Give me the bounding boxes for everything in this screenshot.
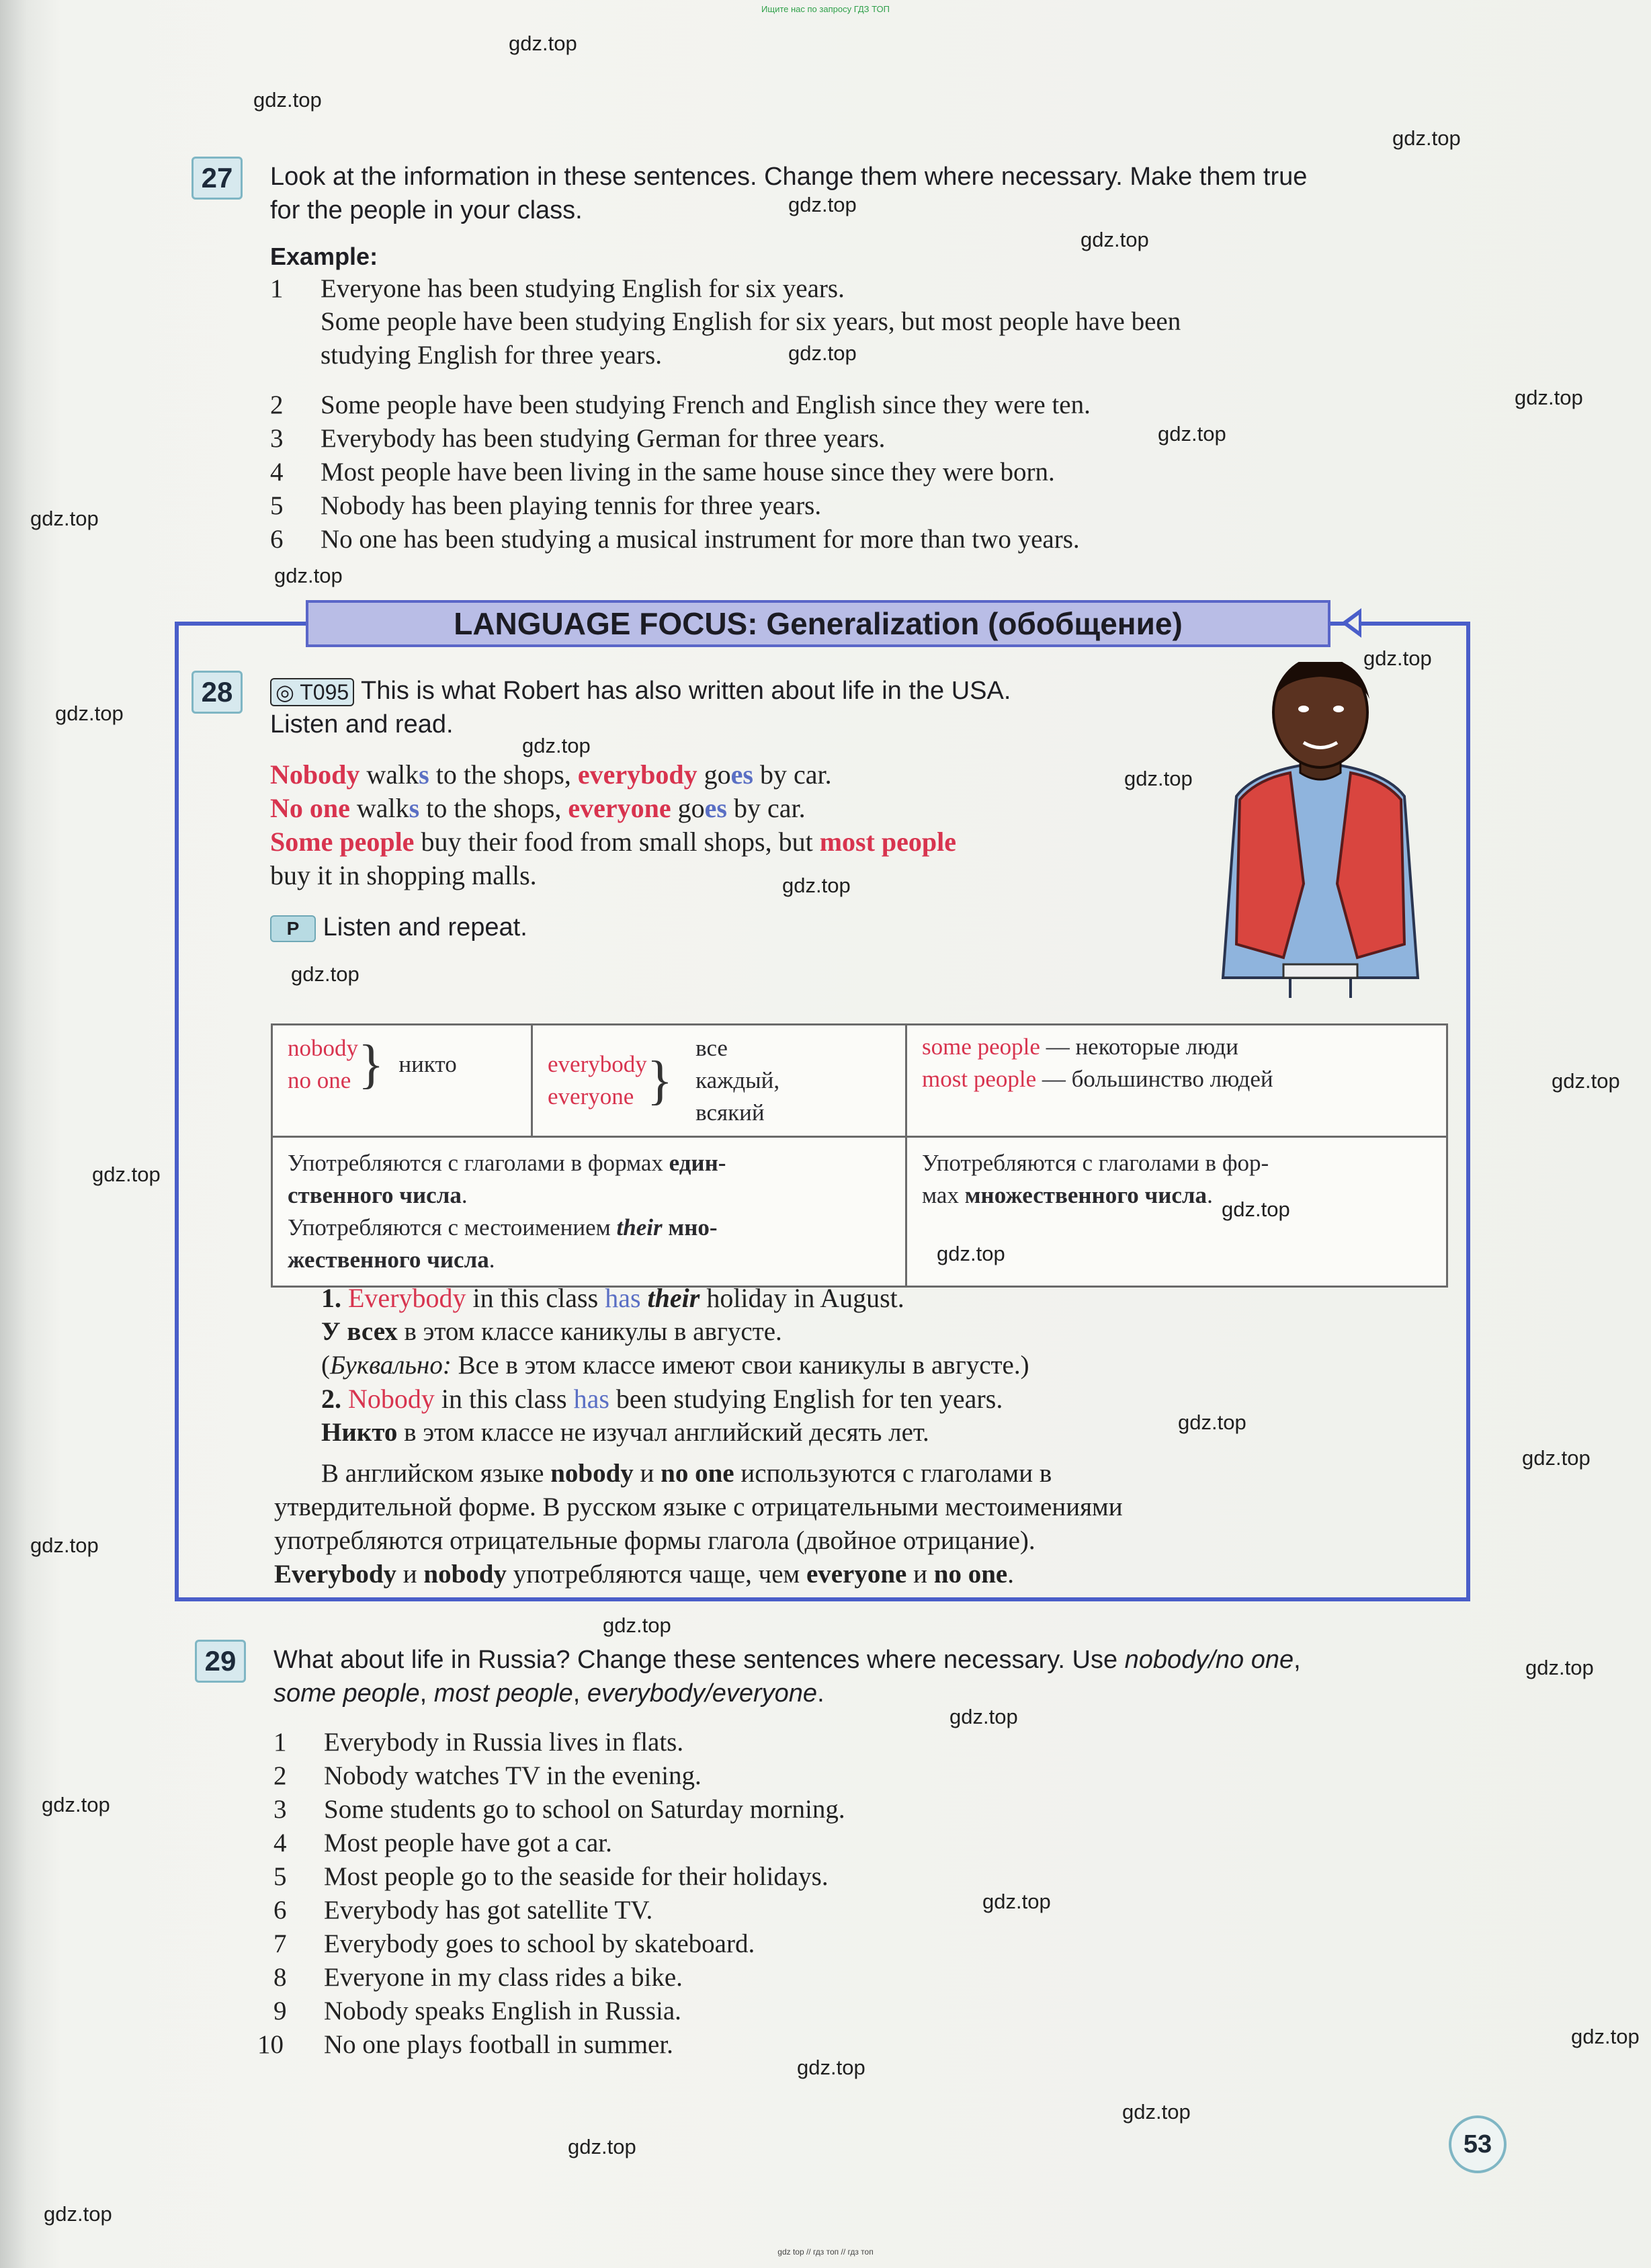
ex27-item-number: 2 xyxy=(270,390,284,419)
exercise-29-instruction-line2 xyxy=(273,1677,824,1710)
rule-bold: един- xyxy=(669,1150,726,1176)
watermark: gdz.top xyxy=(1124,767,1193,790)
rule-bold: their xyxy=(616,1214,663,1241)
table-cell-singular-rule xyxy=(272,1137,906,1287)
watermark: gdz.top xyxy=(949,1705,1018,1728)
left-eye xyxy=(1298,706,1309,712)
ex29-item-number: 9 xyxy=(273,1997,287,2025)
instruction-text: What about life in Russia? Change these sentences where necessary. Use xyxy=(273,1646,1125,1674)
pronoun-everybody: everybody xyxy=(577,759,697,790)
listen-repeat-text: Listen and repeat. xyxy=(323,913,527,941)
word-most-people: most people xyxy=(922,1066,1037,1092)
ex29-item-number: 3 xyxy=(273,1795,287,1824)
right-eye xyxy=(1333,706,1344,712)
watermark: gdz.top xyxy=(1178,1411,1246,1434)
instruction-italic: most people xyxy=(433,1679,573,1708)
watermark: gdz.top xyxy=(522,734,591,757)
rule-bold: no one xyxy=(661,1459,734,1488)
watermark: gdz.top xyxy=(603,1613,671,1637)
ex29-item-number: 7 xyxy=(273,1929,287,1958)
verb-stem: walk xyxy=(359,759,419,790)
watermark: gdz.top xyxy=(509,32,577,55)
instruction-italic: nobody/no one xyxy=(1124,1646,1294,1674)
translation-some-people: — некоторые люди xyxy=(1040,1034,1238,1060)
translation-bold: Никто xyxy=(321,1418,398,1447)
ex29-item-text: Some students go to school on Saturday morning. xyxy=(324,1795,845,1824)
exercise-28-instruction-line2: Listen and read. xyxy=(270,710,454,739)
belt-buckle-shape xyxy=(1283,964,1357,978)
ex28-sentence-3 xyxy=(270,825,956,859)
rule-text: В английском языке xyxy=(321,1459,551,1488)
watermark: gdz.top xyxy=(92,1163,161,1186)
exercise-29-instruction-line1 xyxy=(273,1643,1301,1677)
grammar-table xyxy=(271,1023,1448,1288)
ex27-item-text: Some people have been studying English for six years, but most people have been xyxy=(321,307,1181,336)
example-1-literal xyxy=(321,1349,1029,1382)
sentence-text: buy their food from small shops, but xyxy=(414,827,820,857)
ex27-item-text: Everybody has been studying German for three years. xyxy=(321,424,886,453)
watermark: gdz.top xyxy=(568,2135,636,2158)
exercise-27-instruction-line2: for the people in your class. xyxy=(270,196,583,224)
word-nobody: nobody xyxy=(288,1035,358,1061)
example-2-ru xyxy=(321,1416,929,1450)
watermark: gdz.top xyxy=(788,341,857,365)
ex28-sentence-1 xyxy=(270,758,832,792)
watermark: gdz.top xyxy=(782,874,851,897)
table-cell-some-most xyxy=(906,1025,1447,1137)
translation-vse: все xyxy=(695,1035,728,1061)
ex27-item-text: Nobody has been playing tennis for three years. xyxy=(321,491,822,520)
instruction-italic: everybody/everyone xyxy=(587,1679,818,1708)
verb-stem: walk xyxy=(349,793,409,823)
watermark: gdz.top xyxy=(1525,1656,1594,1679)
watermark: gdz.top xyxy=(1222,1198,1290,1221)
watermark: gdz.top xyxy=(797,2056,865,2079)
ex29-item-number: 2 xyxy=(273,1761,287,1790)
brace-icon: } xyxy=(358,1035,384,1094)
sentence-text: been studying English for ten years. xyxy=(609,1384,1003,1414)
ex29-item-number: 5 xyxy=(273,1862,287,1891)
literal-paren: ( xyxy=(321,1351,330,1380)
pronunciation-icon[interactable]: P xyxy=(270,915,316,942)
rule-text: используются с глаголами в xyxy=(734,1459,1052,1488)
watermark: gdz.top xyxy=(1522,1446,1591,1470)
translation-nikto: никто xyxy=(398,1051,457,1077)
ex27-item-text: Some people have been studying French and English since they were ten. xyxy=(321,390,1091,419)
watermark: gdz.top xyxy=(1392,126,1461,150)
ex29-item-number: 6 xyxy=(273,1896,287,1925)
verb-ending: es xyxy=(730,759,753,790)
top-note: Ищите нас по запросу ГДЗ ТОП xyxy=(761,4,890,14)
language-focus-title: LANGUAGE FOCUS: Generalization (обобщение) xyxy=(306,600,1330,647)
example-number: 1. xyxy=(321,1283,348,1313)
rule-line-1 xyxy=(321,1457,1052,1490)
watermark: gdz.top xyxy=(1081,228,1149,251)
sentence-text: by car. xyxy=(726,793,806,823)
verb-ending: s xyxy=(409,793,420,823)
rule-bold: жественного числа xyxy=(288,1247,489,1273)
sentence-text: to the shops, xyxy=(429,759,578,790)
rule-bold: nobody xyxy=(550,1459,634,1488)
audio-track-icon[interactable]: ◎ T095 xyxy=(270,678,354,706)
exercise-27-instruction-line1: Look at the information in these sentences. Change them where necessary. Make them true xyxy=(270,163,1308,191)
table-row xyxy=(272,1025,1447,1137)
banner-arrow-inner xyxy=(1348,615,1359,631)
example-1-ru xyxy=(321,1315,782,1349)
watermark: gdz.top xyxy=(44,2202,112,2226)
verb-ending: s xyxy=(419,759,429,790)
watermark: gdz.top xyxy=(1552,1069,1620,1093)
ex29-item-text: Everybody has got satellite TV. xyxy=(324,1896,653,1925)
ex27-item-number: 5 xyxy=(270,491,284,520)
brace-icon: } xyxy=(646,1051,673,1110)
belt-shape xyxy=(1290,978,1351,998)
audio-track-label: T095 xyxy=(300,679,349,704)
rule-text: и xyxy=(396,1560,424,1589)
rule-bold: множественного числа xyxy=(964,1182,1208,1208)
listen-repeat-row xyxy=(270,911,527,944)
ex29-item-text: Everybody in Russia lives in flats. xyxy=(324,1728,684,1757)
word-everyone: everyone xyxy=(548,1083,634,1109)
word-everybody: everybody xyxy=(548,1051,647,1077)
page-number: 53 xyxy=(1449,2115,1507,2173)
watermark: gdz.top xyxy=(1571,2025,1640,2048)
translation-kazhdy: каждый, xyxy=(695,1067,780,1093)
pronoun-no-one: No one xyxy=(270,793,350,823)
ex27-item-number: 4 xyxy=(270,458,284,487)
verb-stem: go xyxy=(697,759,731,790)
translation-bold: У всех xyxy=(321,1317,398,1346)
boy-illustration xyxy=(1210,662,1431,998)
rule-text: . xyxy=(1207,1182,1213,1208)
ex27-item-number: 6 xyxy=(270,525,284,554)
ex29-item-text: Most people have got a car. xyxy=(324,1829,612,1857)
instruction-text: , xyxy=(419,1679,434,1708)
example-1-en xyxy=(321,1282,904,1315)
rule-text: . xyxy=(461,1182,468,1208)
watermark: gdz.top xyxy=(42,1793,110,1816)
ex29-item-number: 1 xyxy=(273,1728,287,1757)
sentence-text: holiday in August. xyxy=(700,1283,904,1313)
pronoun-everyone: everyone xyxy=(568,793,671,823)
sentence-text: in this class xyxy=(466,1283,605,1313)
ex27-item-text: No one has been studying a musical instrument for more than two years. xyxy=(321,525,1080,554)
rule-bold: everyone xyxy=(806,1560,907,1589)
table-cell-nobody xyxy=(272,1025,532,1137)
watermark: gdz.top xyxy=(1122,2100,1191,2124)
example-number: 2. xyxy=(321,1384,348,1414)
ex27-item-text: studying English for three years. xyxy=(321,341,662,370)
ex28-sentence-2 xyxy=(270,792,806,825)
rule-bold: no one xyxy=(933,1560,1008,1589)
rule-text: мах xyxy=(922,1182,965,1208)
watermark: gdz.top xyxy=(55,702,124,725)
word-some-people: some people xyxy=(922,1034,1040,1060)
translation-most-people: — большинство людей xyxy=(1036,1066,1273,1092)
watermark: gdz.top xyxy=(1515,386,1583,409)
watermark: gdz.top xyxy=(30,1534,99,1557)
rule-text: употребляются чаще, чем xyxy=(506,1560,806,1589)
ex29-item-text: Everyone in my class rides a bike. xyxy=(324,1963,683,1992)
translation-text: в этом классе не изучал английский десять лет. xyxy=(397,1418,929,1447)
rule-text: Употребляются с глаголами в фор- xyxy=(922,1150,1269,1176)
verb-ending: es xyxy=(704,793,727,823)
watermark: gdz.top xyxy=(788,193,857,216)
instruction-italic: some people xyxy=(273,1679,420,1708)
watermark: gdz.top xyxy=(253,88,322,112)
ex29-item-text: Everybody goes to school by skateboard. xyxy=(324,1929,755,1958)
table-cell-everybody xyxy=(532,1025,906,1137)
instruction-text: , xyxy=(573,1679,587,1708)
watermark: gdz.top xyxy=(982,1890,1051,1913)
rule-bold: Everybody xyxy=(274,1560,397,1589)
sentence-text: by car. xyxy=(753,759,832,790)
ex29-item-number: 8 xyxy=(273,1963,287,1992)
ex27-item-number: 3 xyxy=(270,424,284,453)
exercise-29-number: 29 xyxy=(195,1640,246,1683)
verb-has: has xyxy=(605,1283,641,1313)
sentence-text: in this class xyxy=(434,1384,574,1414)
example-label: Example: xyxy=(270,243,378,270)
ex27-item-text: Most people have been living in the same house since they were born. xyxy=(321,458,1055,487)
pronoun-nobody: Nobody xyxy=(270,759,360,790)
phrase-some-people: Some people xyxy=(270,827,415,857)
rule-line-4 xyxy=(274,1558,1014,1591)
literal-text: Все в этом классе имеют свои каникулы в августе.) xyxy=(451,1351,1029,1380)
rule-text: и xyxy=(906,1560,934,1589)
exercise-28-instruction-line1 xyxy=(270,674,1011,708)
ex29-item-text: Nobody speaks English in Russia. xyxy=(324,1997,681,2025)
rule-text: и xyxy=(633,1459,661,1488)
rule-text: Употребляются с местоимением xyxy=(288,1214,617,1241)
instruction-text: . xyxy=(817,1679,824,1708)
rule-bold: ственного числа xyxy=(288,1182,462,1208)
ex29-item-text: Most people go to the seaside for their holidays. xyxy=(324,1862,829,1891)
sentence-text xyxy=(641,1283,648,1313)
ex29-item-text: Nobody watches TV in the evening. xyxy=(324,1761,702,1790)
watermark: gdz.top xyxy=(937,1242,1005,1265)
rule-line-2: утвердительной форме. В русском языке с отрицательными местоимениями xyxy=(274,1493,1123,1521)
rule-bold: nobody xyxy=(423,1560,507,1589)
ex29-item-number: 10 xyxy=(257,2030,284,2059)
pronoun-nobody: Nobody xyxy=(348,1384,435,1414)
ex27-item-text: Everyone has been studying English for six years. xyxy=(321,274,845,303)
verb-has: has xyxy=(573,1384,609,1414)
watermark: gdz.top xyxy=(30,507,99,530)
watermark: gdz.top xyxy=(274,564,343,587)
instruction-text: This is what Robert has also written about life in the USA. xyxy=(361,677,1011,705)
watermark: gdz.top xyxy=(1363,646,1432,670)
translation-text: в этом классе каникулы в августе. xyxy=(397,1317,782,1346)
exercise-27-number: 27 xyxy=(192,157,243,200)
ex27-item-number: 1 xyxy=(270,274,284,303)
exercise-28-number: 28 xyxy=(192,671,243,714)
rule-bold: мно- xyxy=(662,1214,718,1241)
watermark: gdz.top xyxy=(1158,422,1226,446)
sentence-text: to the shops, xyxy=(419,793,568,823)
ex28-sentence-4: buy it in shopping malls. xyxy=(270,860,537,890)
phrase-most-people: most people xyxy=(819,827,957,857)
ex29-item-number: 4 xyxy=(273,1829,287,1857)
bottom-note: gdz top // гдз топ // гдз топ xyxy=(777,2247,874,2257)
rule-line-3: употребляются отрицательные формы глагола (двойное отрицание). xyxy=(274,1526,1035,1555)
rule-text: . xyxy=(489,1247,495,1273)
verb-stem: go xyxy=(671,793,705,823)
literal-label: Буквально: xyxy=(330,1351,452,1380)
translation-vsyaky: всякий xyxy=(695,1099,765,1126)
rule-text: . xyxy=(1007,1560,1014,1589)
rule-text: Употребляются с глаголами в формах xyxy=(288,1150,669,1176)
pronoun-their: their xyxy=(647,1283,700,1313)
ex29-item-text: No one plays football in summer. xyxy=(324,2030,673,2059)
pronoun-everybody: Everybody xyxy=(348,1283,466,1313)
word-no-one: no one xyxy=(288,1067,351,1093)
watermark: gdz.top xyxy=(291,962,359,986)
instruction-text: , xyxy=(1294,1646,1301,1674)
example-2-en xyxy=(321,1382,1003,1416)
